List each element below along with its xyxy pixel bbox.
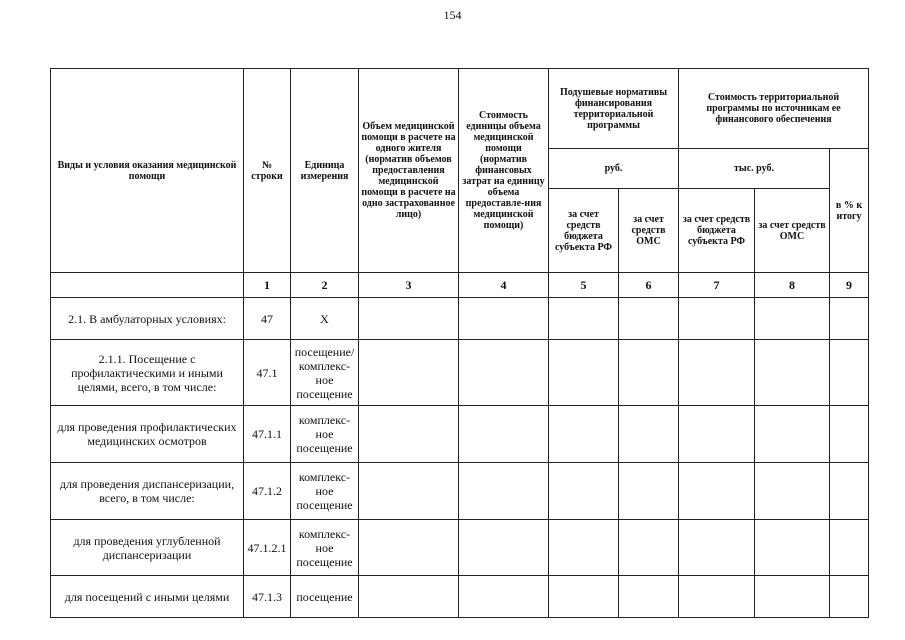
row-volume [359,298,459,340]
row-number: 47.1.3 [244,576,291,618]
row-oms-thous [755,463,830,520]
row-oms-thous [755,298,830,340]
row-oms-rub [619,406,679,463]
row-name: для посещений с иными целями [51,576,244,618]
row-oms-rub [619,576,679,618]
row-volume [359,520,459,576]
row-cost [459,406,549,463]
header-per-capita: Подушевые нормативы финансирования территориальной программы [549,69,679,149]
row-oms-thous [755,406,830,463]
column-number: 7 [679,273,755,298]
column-number: 2 [291,273,359,298]
header-cost: Стоимость единицы объема медицинской помощи (норматив финансовых затрат на единицу объема предоставле-ния медицинской помощи) [459,69,549,273]
row-percent [830,406,869,463]
row-budget-rub [549,576,619,618]
row-cost [459,576,549,618]
row-name: для проведения углубленной диспансеризации [51,520,244,576]
header-volume: Объем медицинской помощи в расчете на одного жителя (норматив объемов предоставления медицинской помощи в расчете на одно застрахованное лицо) [359,69,459,273]
row-oms-rub [619,298,679,340]
header-rub: руб. [549,149,679,189]
row-percent [830,463,869,520]
row-budget-thous [679,406,755,463]
row-budget-thous [679,463,755,520]
table-row [51,576,869,618]
row-volume [359,463,459,520]
row-budget-thous [679,298,755,340]
row-name: 2.1.1. Посещение с профилактическими и иными целями, всего, в том числе: [51,340,244,406]
page-number: 154 [443,8,462,22]
row-percent [830,576,869,618]
table-row [51,340,869,406]
header-program-cost: Стоимость территориальной программы по источникам ее финансового обеспечения [679,69,869,149]
row-budget-thous [679,340,755,406]
row-budget-rub [549,298,619,340]
column-number-row [51,273,869,298]
row-unit: посещение [291,576,359,618]
header-types: Виды и условия оказания медицинской помощи [51,69,244,273]
row-unit: комплекс-ное посещение [291,463,359,520]
row-oms-thous [755,576,830,618]
financing-table [50,68,869,618]
row-cost [459,298,549,340]
row-budget-rub [549,406,619,463]
header-thous-rub: тыс. руб. [679,149,830,189]
row-percent [830,520,869,576]
row-number: 47.1 [244,340,291,406]
column-number: 6 [619,273,679,298]
row-volume [359,406,459,463]
header-percent: в % к итогу [830,149,869,273]
row-number: 47.1.2.1 [244,520,291,576]
row-percent [830,298,869,340]
row-name: 2.1. В амбулаторных условиях: [51,298,244,340]
row-number: 47.1.1 [244,406,291,463]
table-row [51,298,869,340]
row-name: для проведения профилактических медицинских осмотров [51,406,244,463]
column-number: 8 [755,273,830,298]
row-number: 47 [244,298,291,340]
header-unit: Единица измерения [291,69,359,273]
header-oms-rub: за счет средств ОМС [619,189,679,273]
row-budget-thous [679,520,755,576]
header-budget-rub: за счет средств бюджета субъекта РФ [549,189,619,273]
row-oms-rub [619,520,679,576]
table-row [51,406,869,463]
row-unit: комплекс-ное посещение [291,520,359,576]
table-row [51,520,869,576]
column-number: 4 [459,273,549,298]
row-unit: посещение/ комплекс-ное посещение [291,340,359,406]
row-budget-rub [549,520,619,576]
row-number: 47.1.2 [244,463,291,520]
row-budget-rub [549,340,619,406]
column-number: 1 [244,273,291,298]
header-budget-thous: за счет средств бюджета субъекта РФ [679,189,755,273]
row-oms-rub [619,463,679,520]
row-unit: комплекс-ное посещение [291,406,359,463]
row-volume [359,576,459,618]
row-name: для проведения диспансеризации, всего, в том числе: [51,463,244,520]
row-oms-thous [755,340,830,406]
row-percent [830,340,869,406]
row-budget-rub [549,463,619,520]
row-volume [359,340,459,406]
row-cost [459,463,549,520]
column-number: 9 [830,273,869,298]
row-oms-thous [755,520,830,576]
table-row [51,463,869,520]
row-unit: Х [291,298,359,340]
row-budget-thous [679,576,755,618]
row-cost [459,340,549,406]
column-number-empty [51,273,244,298]
column-number: 5 [549,273,619,298]
header-row-1 [51,69,869,149]
header-oms-thous: за счет средств ОМС [755,189,830,273]
header-row-number: № строки [244,69,291,273]
column-number: 3 [359,273,459,298]
row-oms-rub [619,340,679,406]
row-cost [459,520,549,576]
